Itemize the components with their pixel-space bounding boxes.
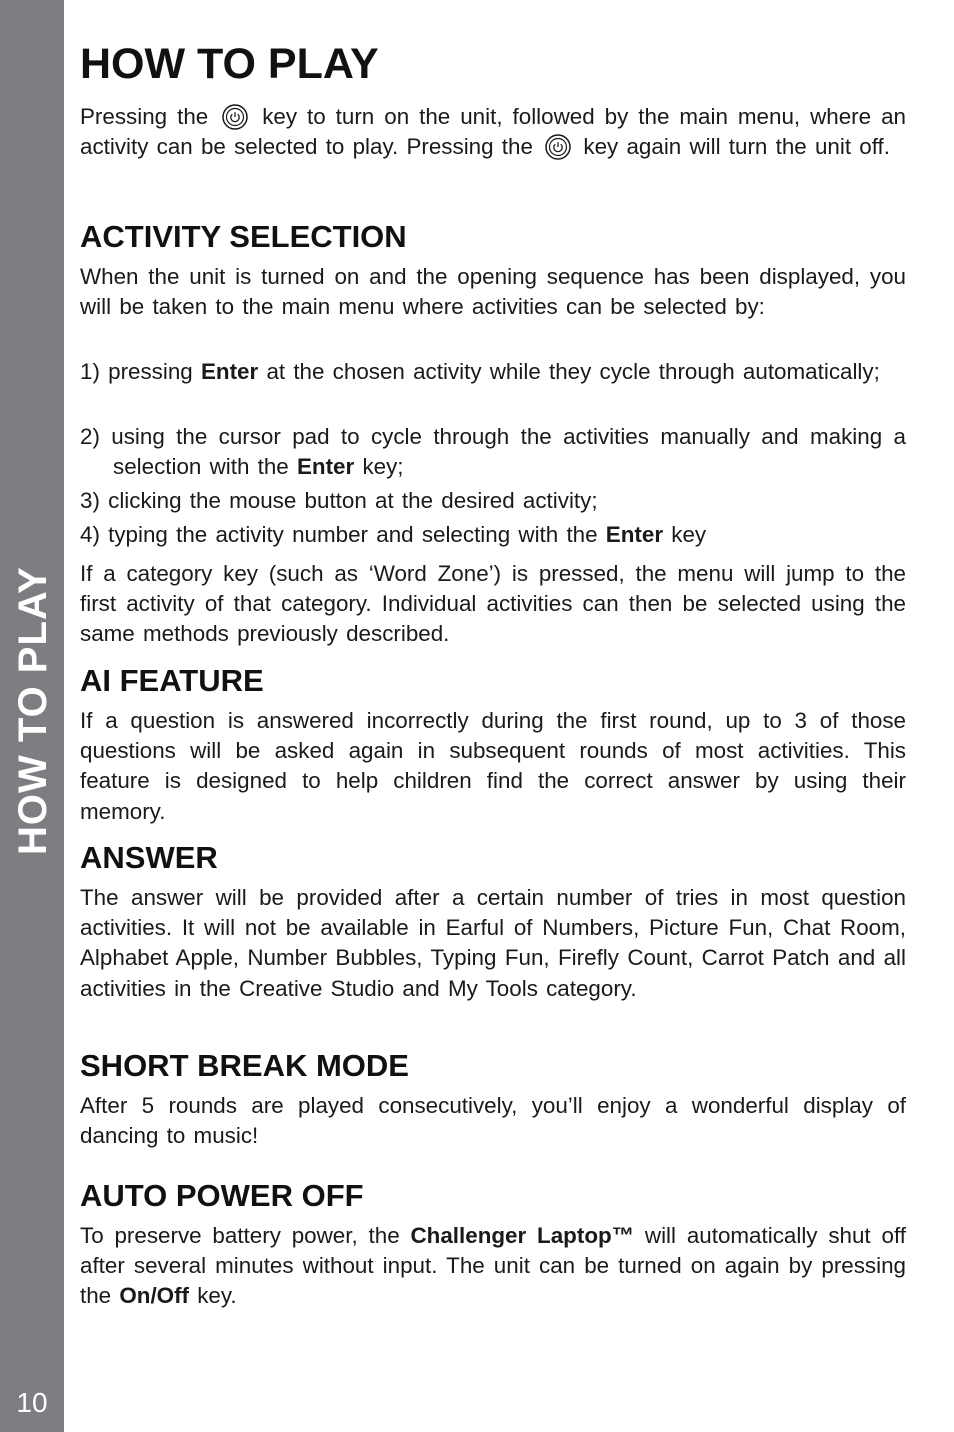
list-item: 1) pressing Enter at the chosen activity while they cycle through automatically;: [80, 359, 880, 384]
intro-paragraph: [80, 102, 906, 162]
list-item: 3) clicking the mouse button at the desired activity;: [80, 488, 598, 513]
power-key-icon: [545, 134, 571, 160]
power-key-icon: [222, 104, 248, 130]
activity-selection-heading: ACTIVITY SELECTION: [80, 219, 407, 254]
short-break-mode-body: After 5 rounds are played consecutively, you’ll enjoy a wonderful display of dancing to music!: [80, 1093, 906, 1149]
intro-text-1: Pressing the: [80, 104, 209, 129]
intro-text-3: key again will turn the unit off.: [583, 134, 890, 160]
answer-heading: ANSWER: [80, 840, 218, 875]
answer-body: The answer will be provided after a certain number of tries in most question activities. It will not be available in Earful of Numbers, Picture Fun, Chat Room, Alphabet Apple, Number Bubbles, Typing Fun, Firefly Count, Carrot Patch and all activities in the Creative Studio and My Tools category.: [80, 885, 906, 1001]
activity-selection-outro: If a category key (such as ‘Word Zone’) is pressed, the menu will jump to the first activity of that category. Individual activities can then be selected using the same methods previously described.: [80, 561, 906, 647]
side-tab-title: HOW TO PLAY: [11, 566, 55, 855]
short-break-mode-heading: SHORT BREAK MODE: [80, 1048, 409, 1083]
list-item: 2) using the cursor pad to cycle through the activities manually and making a selection with the Enter key;: [80, 424, 906, 480]
list-item: 4) typing the activity number and selecting with the Enter key: [80, 522, 707, 547]
page-number: 10: [16, 1387, 48, 1418]
activity-selection-intro: When the unit is turned on and the opening sequence has been displayed, you will be taken to the main menu where activities can be selected by:: [80, 264, 906, 320]
ai-feature-body: If a question is answered incorrectly during the first round, up to 3 of those questions will be asked again in subsequent rounds of most activities. This feature is designed to help children find the correct answer by using their memory.: [80, 708, 906, 824]
auto-power-off-body: To preserve battery power, the Challenger Laptop™ will automatically shut off after several minutes without input. The unit can be turned on again by pressing the On/Off key.: [80, 1223, 906, 1309]
intro-text-2: key to turn on the unit, followed by the main menu, where an activity can be selected to play. Pressing the: [80, 104, 906, 160]
auto-power-off-heading: AUTO POWER OFF: [80, 1178, 364, 1213]
page-title: HOW TO PLAY: [80, 40, 379, 88]
side-bar: [0, 0, 64, 1432]
ai-feature-heading: AI FEATURE: [80, 663, 264, 698]
